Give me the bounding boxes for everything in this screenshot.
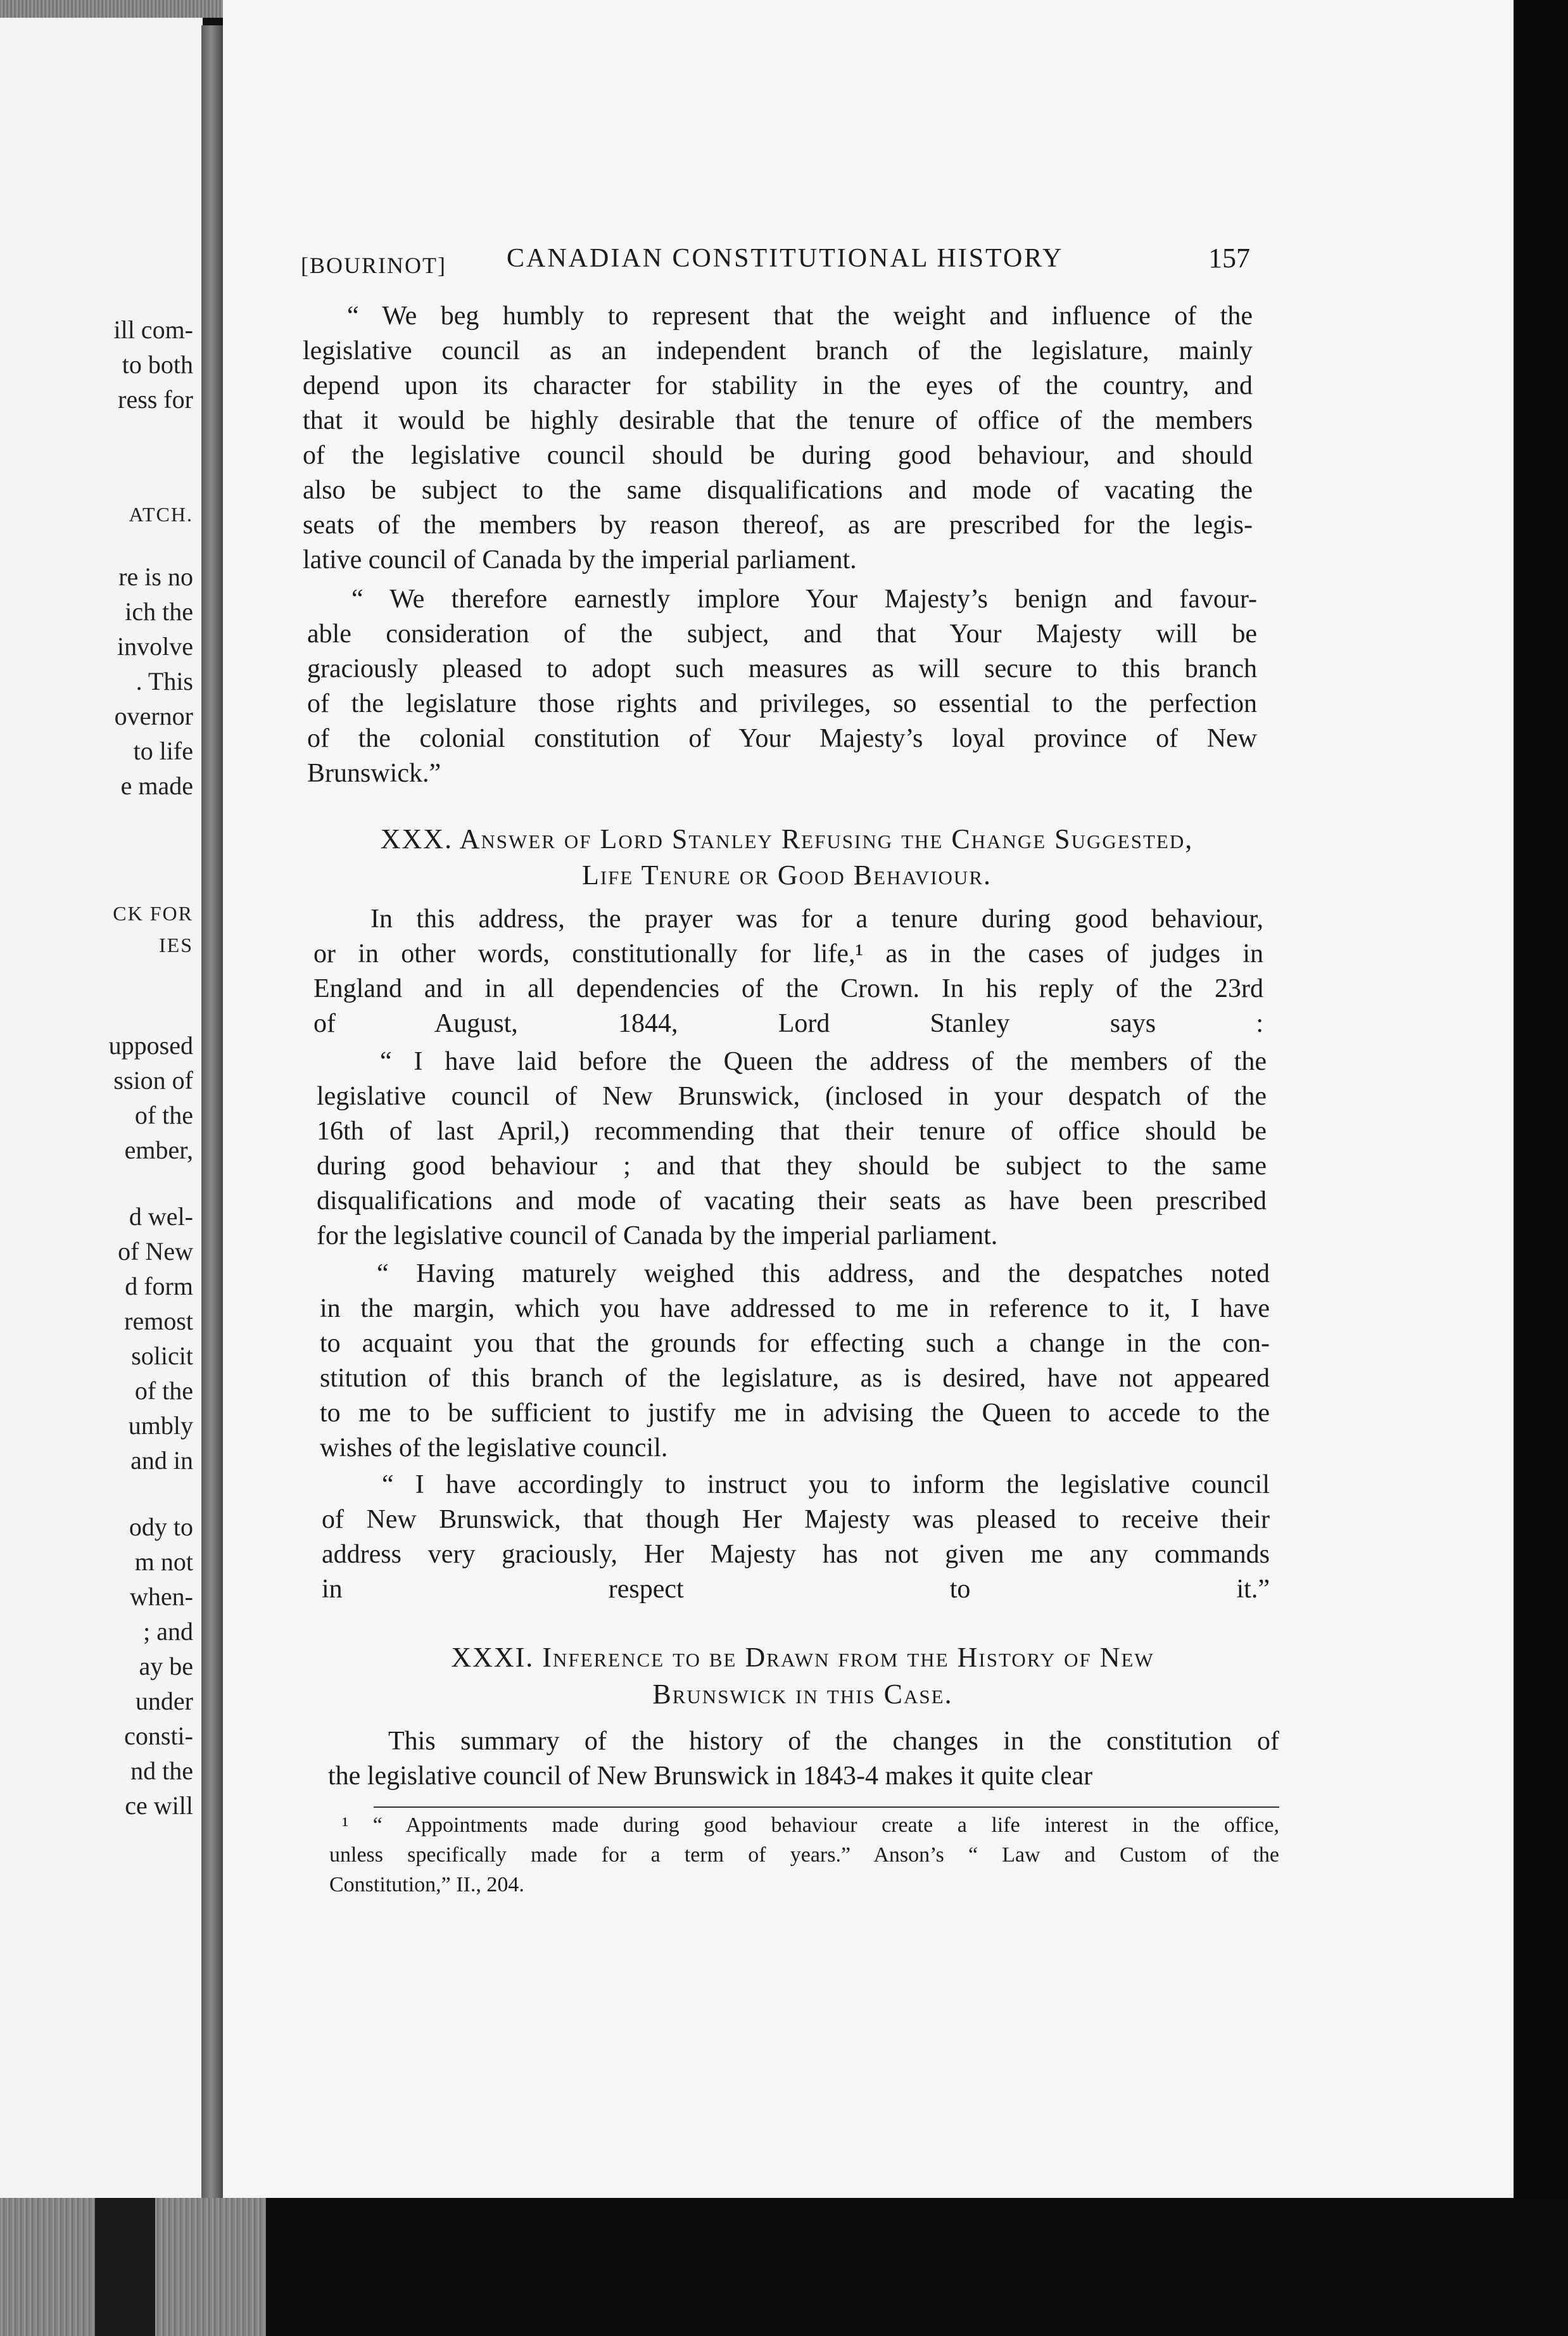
facing-page-line: solicit (131, 1342, 193, 1370)
paragraph-line: of the legislative council should be during good behaviour, and should (303, 441, 1253, 470)
paragraph-line: of the legislature those rights and privileges, so essential to the perfection (307, 689, 1257, 718)
paragraph-line: England and in all dependencies of the Crown. In his reply of the 23rd (313, 974, 1263, 1003)
section-heading-xxx: XXX. Answer of Lord Stanley Refusing the Change Suggested, (380, 823, 1194, 854)
facing-page-line: re is no (118, 562, 193, 591)
footnote-rule (374, 1806, 1279, 1808)
running-head-title: CANADIAN CONSTITUTIONAL HISTORY (507, 244, 1064, 273)
section-heading-xxxi: XXXI. Inference to be Drawn from the History of New (451, 1642, 1154, 1673)
facing-page-line: ATCH. (129, 503, 193, 526)
facing-page-line: consti- (124, 1722, 193, 1750)
paragraph-line: stitution of this branch of the legislature, as is desired, have not appeared (320, 1364, 1270, 1393)
footnote-line: unless specifically made for a term of years.” Anson’s “ Law and Custom of the (329, 1843, 1279, 1867)
facing-page-line: ember, (124, 1136, 193, 1164)
scan-background (1514, 0, 1568, 2336)
facing-page-line: ress for (118, 385, 193, 414)
paragraph-line: in respect to it.” (322, 1575, 1270, 1604)
facing-page-line: . This (136, 667, 193, 695)
paragraph-line: in the margin, which you have addressed to me in reference to it, I have (320, 1294, 1270, 1323)
facing-page-line: ich the (125, 597, 193, 626)
facing-page-line: to both (122, 350, 193, 379)
paragraph-line: lative council of Canada by the imperial parliament. (303, 545, 857, 574)
paragraph-line: Brunswick.” (307, 759, 441, 788)
facing-page-line: overnor (114, 702, 193, 730)
facing-page-line: ssion of (113, 1066, 193, 1095)
facing-page-line: and in (130, 1446, 193, 1475)
facing-page-line: under (135, 1687, 193, 1715)
footnote-line: ¹ “ Appointments made during good behaviour create a life interest in the office, (342, 1813, 1279, 1837)
paragraph-line: to me to be sufficient to justify me in advising the Queen to accede to the (320, 1399, 1270, 1428)
paragraph-line: legislative council of New Brunswick, (inclosed in your despatch of the (317, 1082, 1267, 1111)
footnote-line: Constitution,” II., 204. (329, 1873, 524, 1896)
facing-page-line: nd the (130, 1756, 193, 1785)
paragraph-line: graciously pleased to adopt such measures as will secure to this branch (307, 654, 1257, 683)
paragraph-line: legislative council as an independent branch of the legislature, mainly (303, 336, 1253, 365)
facing-page-line: remost (124, 1307, 193, 1335)
facing-page-line: e made (120, 771, 193, 800)
paragraph-line: wishes of the legislative council. (320, 1433, 668, 1463)
paragraph-line: “ We therefore earnestly implore Your Majesty’s benign and favour- (351, 585, 1257, 614)
paragraph-line: to acquaint you that the grounds for effecting such a change in the con- (320, 1329, 1270, 1358)
paragraph-line: depend upon its character for stability in the eyes of the country, and (303, 371, 1253, 400)
facing-page-line: ill com- (113, 315, 193, 344)
paragraph-line: In this address, the prayer was for a tenure during good behaviour, (370, 905, 1263, 934)
section-heading-xxxi: Brunswick in this Case. (652, 1679, 953, 1710)
paragraph-line: the legislative council of New Brunswick in 1843-4 makes it quite clear (328, 1762, 1093, 1791)
book-cover-shadow (95, 2198, 155, 2336)
facing-page-line: of the (134, 1376, 193, 1405)
facing-page-line: ce will (125, 1791, 193, 1820)
facing-page-line: m not (134, 1547, 193, 1576)
page-number: 157 (1208, 243, 1250, 274)
facing-page-line: ody to (129, 1513, 193, 1541)
paragraph-line: 16th of last April,) recommending that their tenure of office should be (317, 1117, 1267, 1146)
paragraph-line: during good behaviour ; and that they should be subject to the same (317, 1152, 1267, 1181)
paragraph-line: or in other words, constitutionally for life,¹ as in the cases of judges in (313, 939, 1263, 968)
facing-page-line: d form (125, 1272, 193, 1300)
paragraph-line: This summary of the history of the changes in the constitution of (388, 1727, 1279, 1756)
facing-page-line: umbly (128, 1411, 193, 1440)
facing-page-line: to life (133, 737, 193, 765)
facing-page-line: CK FOR (113, 902, 193, 925)
facing-page-line: upposed (108, 1031, 193, 1060)
facing-page-line: ay be (139, 1652, 193, 1680)
section-heading-xxx: Life Tenure or Good Behaviour. (581, 860, 992, 891)
paragraph-line: that it would be highly desirable that the tenure of office of the members (303, 406, 1253, 435)
paragraph-line: “ I have accordingly to instruct you to inform the legislative council (382, 1470, 1270, 1499)
paragraph-line: of New Brunswick, that though Her Majesty was pleased to receive their (322, 1505, 1270, 1534)
paragraph-line: “ Having maturely weighed this address, and the despatches noted (377, 1259, 1270, 1288)
paragraph-line: able consideration of the subject, and that Your Majesty will be (307, 619, 1257, 649)
paragraph-line: “ I have laid before the Queen the address of the members of the (380, 1047, 1267, 1076)
paragraph-line: for the legislative council of Canada by the imperial parliament. (317, 1221, 998, 1250)
facing-page-line: of New (118, 1237, 193, 1266)
facing-page-line: when- (130, 1582, 193, 1611)
facing-page-line: d wel- (129, 1202, 193, 1231)
book-gutter (201, 25, 225, 2198)
paragraph-line: of the colonial constitution of Your Majesty’s loyal province of New (307, 724, 1257, 753)
running-head-author: [BOURINOT] (301, 253, 446, 278)
paragraph-line: also be subject to the same disqualifications and mode of vacating the (303, 476, 1253, 505)
facing-page-line: IES (159, 934, 193, 956)
facing-page (0, 18, 203, 2200)
paragraph-line: address very graciously, Her Majesty has not given me any commands (322, 1540, 1270, 1569)
facing-page-line: of the (134, 1101, 193, 1129)
paragraph-line: disqualifications and mode of vacating their seats as have been prescribed (317, 1186, 1267, 1216)
paragraph-line: seats of the members by reason thereof, as are prescribed for the legis- (303, 511, 1253, 540)
facing-page-line: involve (117, 632, 193, 661)
facing-page-line: ; and (143, 1617, 193, 1646)
paragraph-line: “ We beg humbly to represent that the weight and influence of the (347, 302, 1253, 331)
paragraph-line: of August, 1844, Lord Stanley says : (313, 1009, 1263, 1038)
